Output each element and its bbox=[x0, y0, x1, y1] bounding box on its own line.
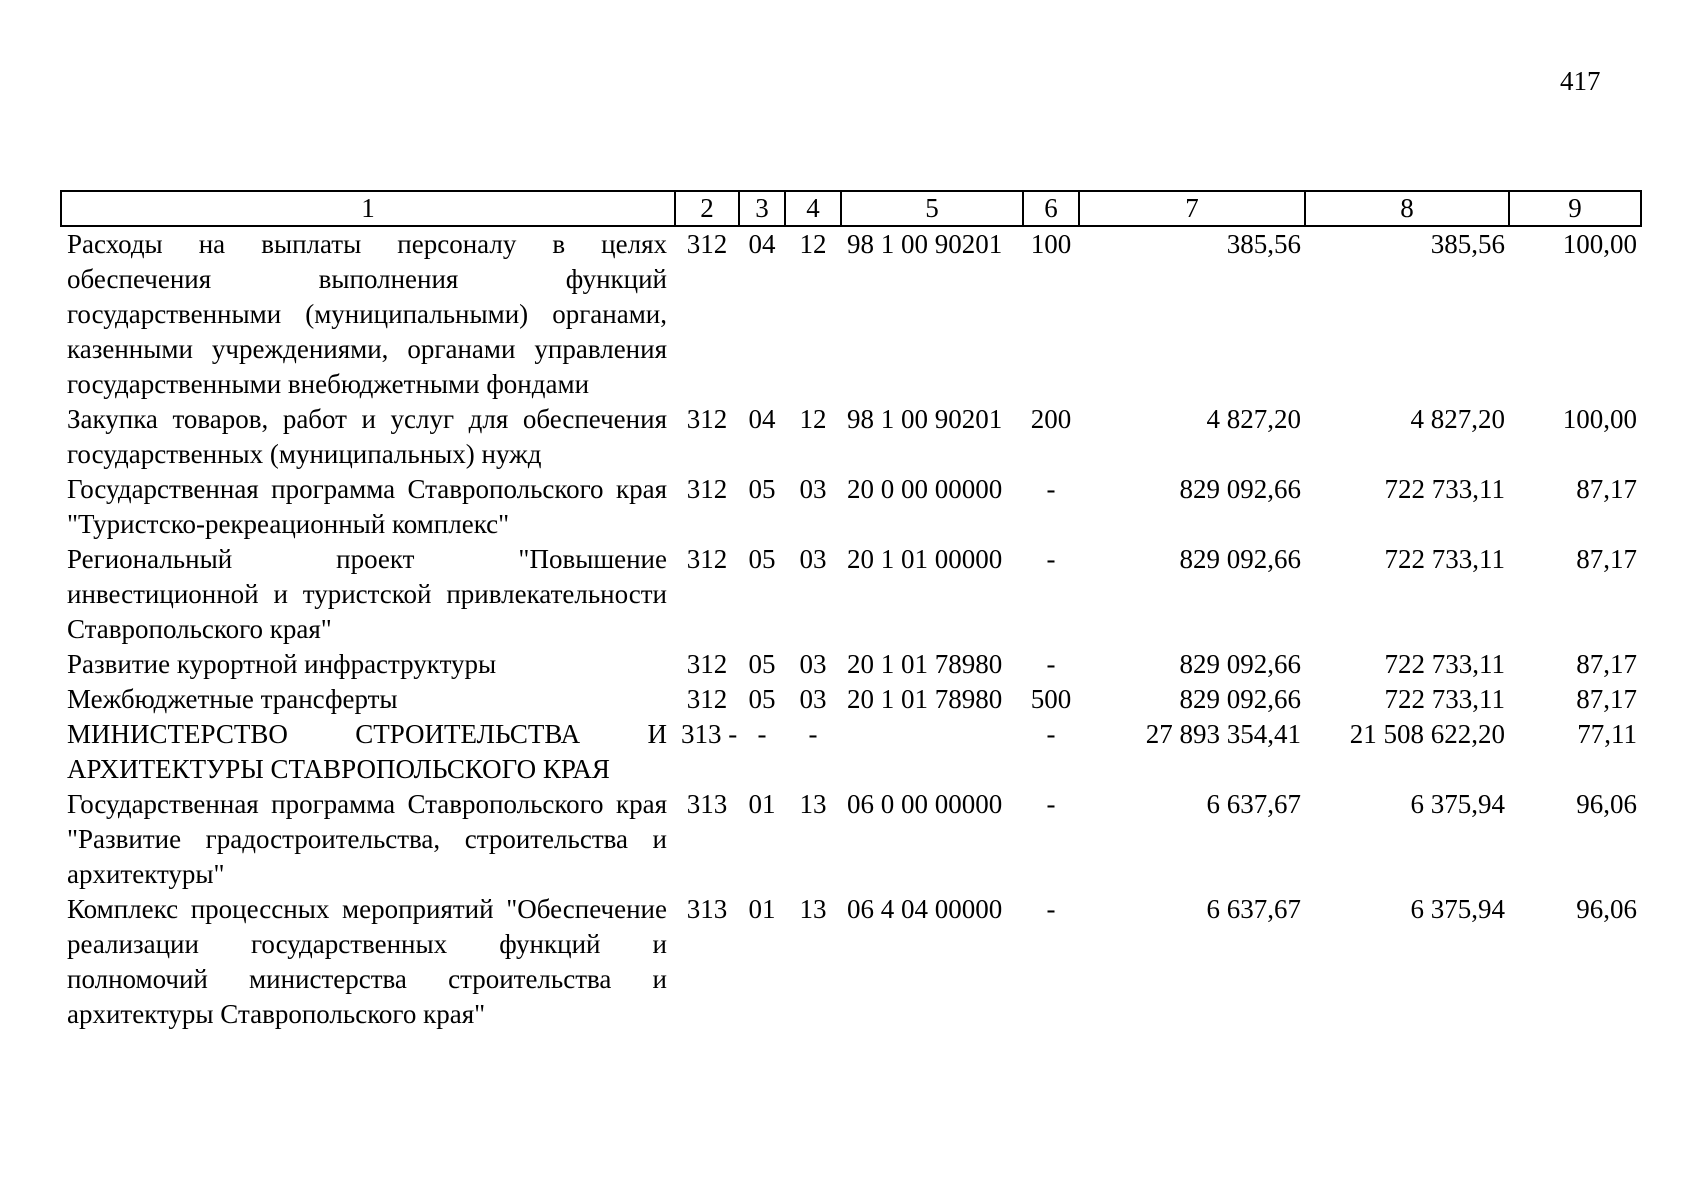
row-col-8: 4 827,20 bbox=[1410, 404, 1505, 434]
row-col-8: 722 733,11 bbox=[1384, 474, 1505, 504]
row-col-5: 98 1 00 90201 bbox=[847, 404, 1003, 434]
row-col-9: 87,17 bbox=[1576, 544, 1637, 574]
table-body bbox=[61, 226, 1641, 1032]
row-col-6: - bbox=[1046, 474, 1056, 504]
table-row bbox=[61, 402, 1641, 472]
row-name: Комплекс процессных мероприятий "Обеспечение реализации государственных функций и полномочий министерства строительства и архитектуры Ставропольского края" bbox=[67, 894, 667, 1029]
row-col-6: 200 bbox=[1030, 404, 1072, 434]
row-col-2: 312 bbox=[686, 684, 728, 714]
table-row bbox=[61, 542, 1641, 647]
row-name: Расходы на выплаты персоналу в целях обеспечения выполнения функций государственными (муниципальными) органами, казенными учреждениями, органами управления государственными внебюджетными фондами bbox=[67, 229, 667, 399]
budget-table bbox=[60, 190, 1642, 1032]
row-col-9: 96,06 bbox=[1576, 894, 1637, 924]
table-row bbox=[61, 647, 1641, 682]
row-col-2: 312 bbox=[686, 649, 728, 679]
row-col-4: 12 bbox=[799, 404, 827, 434]
table-row bbox=[61, 226, 1641, 402]
row-col-4: 03 bbox=[799, 649, 827, 679]
row-col-4: 03 bbox=[799, 684, 827, 714]
row-col-5: 20 1 01 78980 bbox=[847, 649, 1003, 679]
header-cell-6: 6 bbox=[1023, 191, 1079, 226]
row-col-3: 05 bbox=[748, 684, 776, 714]
row-col-5: 20 0 00 00000 bbox=[847, 474, 1003, 504]
header-cell-5: 5 bbox=[841, 191, 1023, 226]
row-col-8: 385,56 bbox=[1430, 229, 1505, 259]
row-col-3: - bbox=[757, 719, 767, 749]
row-col-7: 4 827,20 bbox=[1206, 404, 1301, 434]
row-col-6: - bbox=[1046, 544, 1056, 574]
row-col-9: 100,00 bbox=[1562, 404, 1637, 434]
row-col-6: - bbox=[1046, 894, 1056, 924]
row-col-3: 05 bbox=[748, 649, 776, 679]
row-col-7: 829 092,66 bbox=[1179, 474, 1301, 504]
row-col-3: 01 bbox=[748, 894, 776, 924]
row-col-6: - bbox=[1046, 789, 1056, 819]
row-name: МИНИСТЕРСТВО СТРОИТЕЛЬСТВА И АРХИТЕКТУРЫ СТАВРОПОЛЬСКОГО КРАЯ bbox=[67, 719, 667, 784]
row-col-2: 312 bbox=[686, 404, 728, 434]
row-name: Развитие курортной инфраструктуры bbox=[67, 649, 497, 679]
row-col-8: 722 733,11 bbox=[1384, 649, 1505, 679]
table-row bbox=[61, 472, 1641, 542]
row-col-7: 829 092,66 bbox=[1179, 649, 1301, 679]
row-col-9: 87,17 bbox=[1576, 649, 1637, 679]
table-row bbox=[61, 892, 1641, 1032]
table-row bbox=[61, 717, 1641, 787]
row-col-6: 500 bbox=[1030, 684, 1072, 714]
row-col-7: 829 092,66 bbox=[1179, 684, 1301, 714]
row-col-9: 87,17 bbox=[1576, 684, 1637, 714]
table-row bbox=[61, 682, 1641, 717]
row-col-5 bbox=[841, 717, 1023, 787]
row-col-9: 100,00 bbox=[1562, 229, 1637, 259]
row-col-2: 312 bbox=[686, 544, 728, 574]
row-col-5: 06 0 00 00000 bbox=[847, 789, 1003, 819]
table-header bbox=[61, 191, 1641, 226]
row-col-8: 6 375,94 bbox=[1410, 894, 1505, 924]
row-name: Государственная программа Ставропольского края "Туристско-рекреационный комплекс" bbox=[67, 474, 667, 539]
row-name: Региональный проект "Повышение инвестиционной и туристской привлекательности Ставропольского края" bbox=[67, 544, 667, 644]
row-col-7: 6 637,67 bbox=[1206, 894, 1301, 924]
row-col-3: 05 bbox=[748, 474, 776, 504]
row-col-7: 829 092,66 bbox=[1179, 544, 1301, 574]
row-col-4: 13 bbox=[799, 789, 827, 819]
row-col-2: 313 bbox=[686, 789, 728, 819]
row-col-4: - bbox=[808, 719, 818, 749]
row-name: Межбюджетные трансферты bbox=[67, 684, 398, 714]
row-col-4: 03 bbox=[799, 544, 827, 574]
row-col-9: 96,06 bbox=[1576, 789, 1637, 819]
row-name: Закупка товаров, работ и услуг для обеспечения государственных (муниципальных) нужд bbox=[67, 404, 667, 469]
row-col-7: 385,56 bbox=[1226, 229, 1301, 259]
header-cell-9: 9 bbox=[1509, 191, 1641, 226]
header-row bbox=[61, 191, 1641, 226]
row-col-3: 05 bbox=[748, 544, 776, 574]
row-col-2: 313 - bbox=[681, 719, 738, 749]
row-name: Государственная программа Ставропольского края "Развитие градостроительства, строительства и архитектуры" bbox=[67, 789, 667, 889]
header-cell-4: 4 bbox=[785, 191, 841, 226]
row-col-8: 21 508 622,20 bbox=[1349, 719, 1505, 749]
row-col-5: 98 1 00 90201 bbox=[847, 229, 1003, 259]
header-cell-1: 1 bbox=[61, 191, 675, 226]
row-col-5: 20 1 01 00000 bbox=[847, 544, 1003, 574]
header-cell-3: 3 bbox=[739, 191, 785, 226]
row-col-7: 6 637,67 bbox=[1206, 789, 1301, 819]
row-col-3: 04 bbox=[748, 404, 776, 434]
row-col-5: 06 4 04 00000 bbox=[847, 894, 1003, 924]
row-col-4: 03 bbox=[799, 474, 827, 504]
row-col-2: 312 bbox=[686, 474, 728, 504]
row-col-5: 20 1 01 78980 bbox=[847, 684, 1003, 714]
row-col-3: 04 bbox=[748, 229, 776, 259]
row-col-4: 12 bbox=[799, 229, 827, 259]
row-col-8: 6 375,94 bbox=[1410, 789, 1505, 819]
row-col-2: 313 bbox=[686, 894, 728, 924]
row-col-9: 77,11 bbox=[1577, 719, 1637, 749]
row-col-6: - bbox=[1046, 649, 1056, 679]
row-col-6: - bbox=[1046, 719, 1056, 749]
table-row bbox=[61, 787, 1641, 892]
header-cell-2: 2 bbox=[675, 191, 739, 226]
row-col-8: 722 733,11 bbox=[1384, 684, 1505, 714]
row-col-3: 01 bbox=[748, 789, 776, 819]
page-number: 417 bbox=[1560, 66, 1601, 96]
row-col-7: 27 893 354,41 bbox=[1145, 719, 1301, 749]
row-col-2: 312 bbox=[686, 229, 728, 259]
row-col-8: 722 733,11 bbox=[1384, 544, 1505, 574]
row-col-6: 100 bbox=[1030, 229, 1072, 259]
row-col-9: 87,17 bbox=[1576, 474, 1637, 504]
header-cell-8: 8 bbox=[1305, 191, 1509, 226]
row-col-4: 13 bbox=[799, 894, 827, 924]
header-cell-7: 7 bbox=[1079, 191, 1305, 226]
